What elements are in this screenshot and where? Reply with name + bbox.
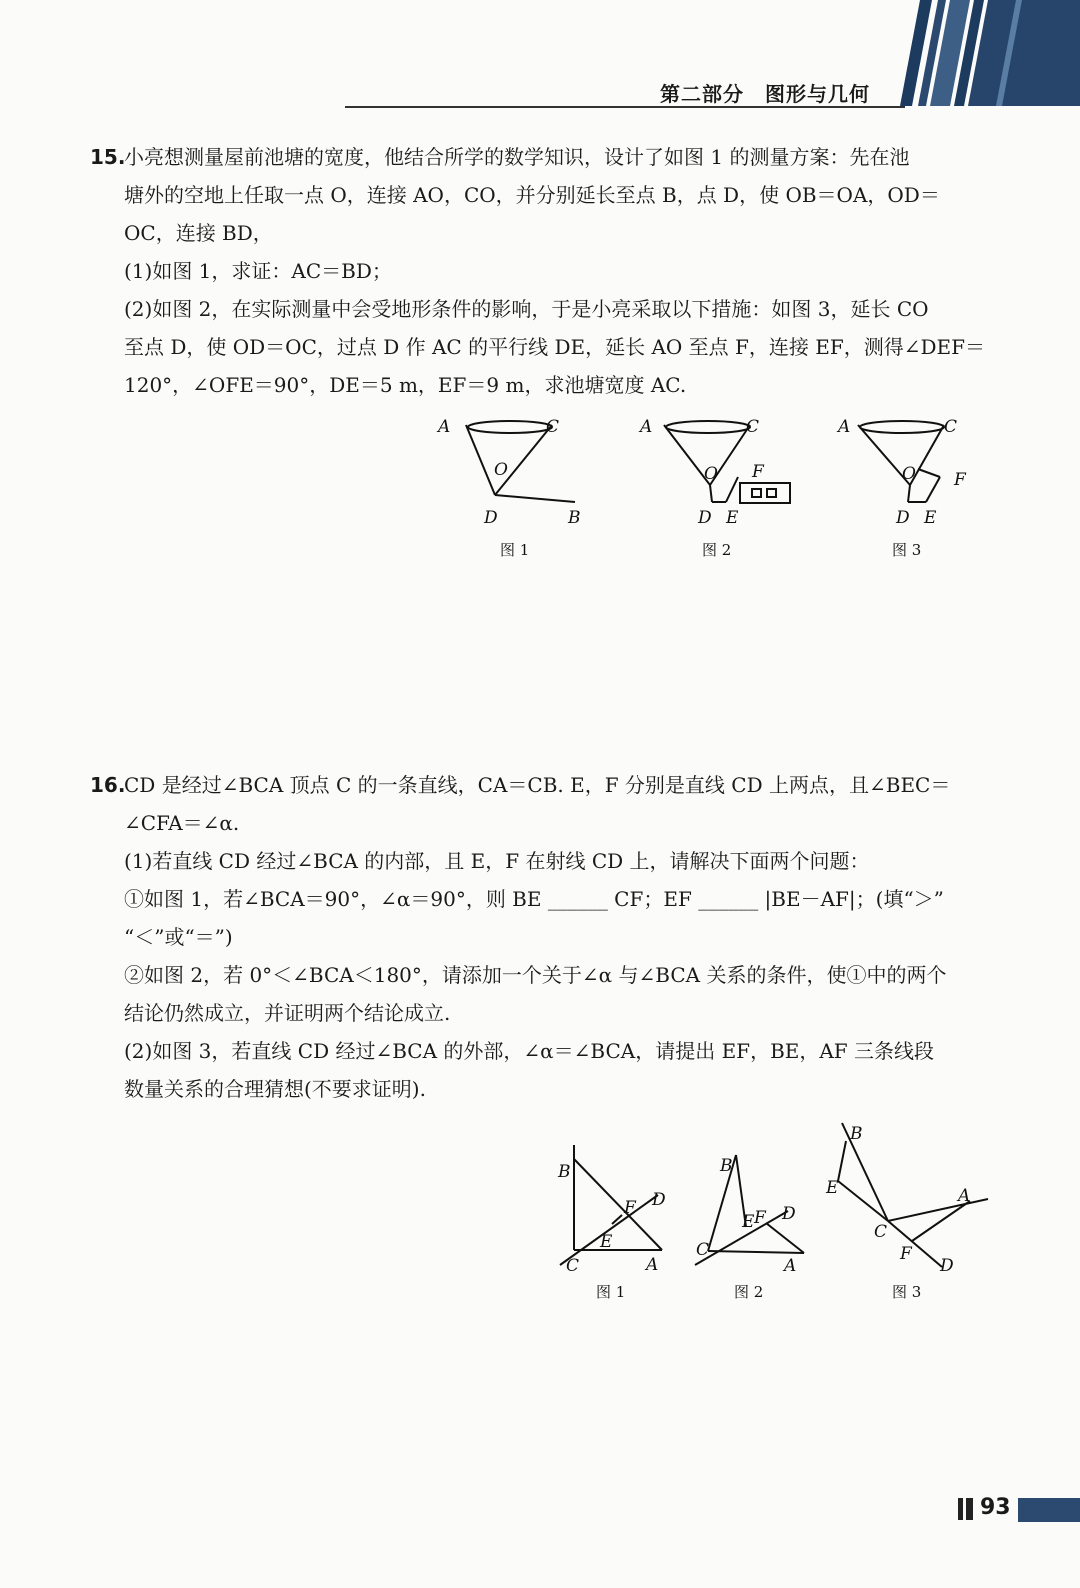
q16-f2-caption: 图 2 <box>734 1283 764 1301</box>
q15-line: OC，连接 BD， <box>124 221 273 245</box>
q15-f2-label-F: F <box>752 462 764 482</box>
q16-f2-label-B: B <box>720 1156 733 1176</box>
header-divider <box>345 106 905 108</box>
q15-f2-caption: 图 2 <box>702 541 732 559</box>
q16-f1-label-C: C <box>566 1256 580 1276</box>
q16-f1-label-D: D <box>652 1190 666 1210</box>
q16-f2-label-A: A <box>784 1256 797 1276</box>
q15-f2-label-E: E <box>726 508 739 528</box>
q16-f2-label-E: E <box>742 1212 755 1232</box>
q15-f1-label-O: O <box>494 460 508 480</box>
q15-f1-label-A: A <box>438 417 451 437</box>
q16-f2-label-C: C <box>696 1240 710 1260</box>
q16-f1-caption: 图 1 <box>596 1283 626 1301</box>
q16-f3-label-B: B <box>850 1124 863 1144</box>
q15-figure-3 <box>858 421 944 502</box>
page-marker-bar <box>958 1498 963 1520</box>
q16-f1-label-E: E <box>600 1232 613 1252</box>
question-16-number: 16. <box>90 773 126 797</box>
q15-f1-label-D: D <box>484 508 498 528</box>
q15-f1-label-C: C <box>546 417 560 437</box>
q15-f2-label-A: A <box>640 417 653 437</box>
q16-line: 结论仍然成立，并证明两个结论成立. <box>124 1001 451 1025</box>
q16-figures <box>540 1115 1000 1310</box>
q16-line: “＜”或“＝”) <box>124 925 233 949</box>
page-accent-bar <box>1018 1498 1080 1522</box>
q16-f3-label-A: A <box>958 1186 971 1206</box>
q15-f3-caption: 图 3 <box>892 541 922 559</box>
q15-line: 至点 D，使 OD＝OC，过点 D 作 AC 的平行线 DE，延长 AO 至点 F，连接 EF，测得∠DEF＝ <box>124 335 985 359</box>
q16-line: ①如图 1，若∠BCA＝90°，∠α＝90°，则 BE ______ CF；EF ______ |BE－AF|；(填“＞” <box>124 887 944 911</box>
q16-line: ②如图 2，若 0°＜∠BCA＜180°，请添加一个关于∠α 与∠BCA 关系的条件，使①中的两个 <box>124 963 947 987</box>
q16-f2-label-F: F <box>754 1208 766 1228</box>
q15-line: (2)如图 2，在实际测量中会受地形条件的影响，于是小亮采取以下措施：如图 3，延长 CO <box>124 297 929 321</box>
q15-f1-caption: 图 1 <box>500 541 530 559</box>
q15-f2-label-C: C <box>746 417 760 437</box>
q16-f3-label-C: C <box>874 1222 888 1242</box>
q16-f3-label-E: E <box>826 1178 839 1198</box>
q15-f2-label-O: O <box>704 464 718 484</box>
q15-f3-label-O: O <box>902 464 916 484</box>
q16-line: 数量关系的合理猜想(不要求证明). <box>124 1077 426 1101</box>
q16-f1-label-A: A <box>646 1255 659 1275</box>
q15-f1-label-B: B <box>568 508 581 528</box>
q15-f3-label-F: F <box>954 470 966 490</box>
q15-line: 小亮想测量屋前池塘的宽度，他结合所学的数学知识，设计了如图 1 的测量方案：先在池 <box>124 145 910 169</box>
q15-f3-label-C: C <box>944 417 958 437</box>
q16-line: (2)如图 3，若直线 CD 经过∠BCA 的外部，∠α＝∠BCA，请提出 EF，BE，AF 三条线段 <box>124 1039 935 1063</box>
section-title: 第二部分 图形与几何 <box>660 82 870 106</box>
question-15-number: 15. <box>90 145 126 169</box>
q16-line: CD 是经过∠BCA 顶点 C 的一条直线，CA＝CB. E，F 分别是直线 CD 上两点，且∠BEC＝ <box>124 773 951 797</box>
page-number: 93 <box>980 1495 1011 1520</box>
q15-figures <box>420 405 1000 575</box>
q16-line: (1)若直线 CD 经过∠BCA 的内部，且 E，F 在射线 CD 上，请解决下面两个问题： <box>124 849 870 873</box>
q15-line: (1)如图 1，求证：AC＝BD； <box>124 259 392 283</box>
header-stripes-decoration <box>900 0 1080 106</box>
q16-f3-label-F: F <box>900 1244 912 1264</box>
q15-f3-label-E: E <box>924 508 937 528</box>
q15-f3-label-A: A <box>838 417 851 437</box>
q16-f3-caption: 图 3 <box>892 1283 922 1301</box>
q15-f3-label-D: D <box>896 508 910 528</box>
q16-line: ∠CFA＝∠α. <box>124 811 240 835</box>
q16-f3-label-D: D <box>940 1256 954 1276</box>
q16-f1-label-F: F <box>624 1198 636 1218</box>
q15-f2-label-D: D <box>698 508 712 528</box>
page-marker-bar <box>966 1498 973 1520</box>
q15-line: 120°，∠OFE＝90°，DE＝5 m，EF＝9 m，求池塘宽度 AC. <box>124 373 687 397</box>
q16-f2-label-D: D <box>782 1204 796 1224</box>
q16-f1-label-B: B <box>558 1162 571 1182</box>
q15-line: 塘外的空地上任取一点 O，连接 AO，CO，并分别延长至点 B，点 D，使 OB＝OA，OD＝ <box>124 183 940 207</box>
q15-figure-2 <box>664 421 790 503</box>
